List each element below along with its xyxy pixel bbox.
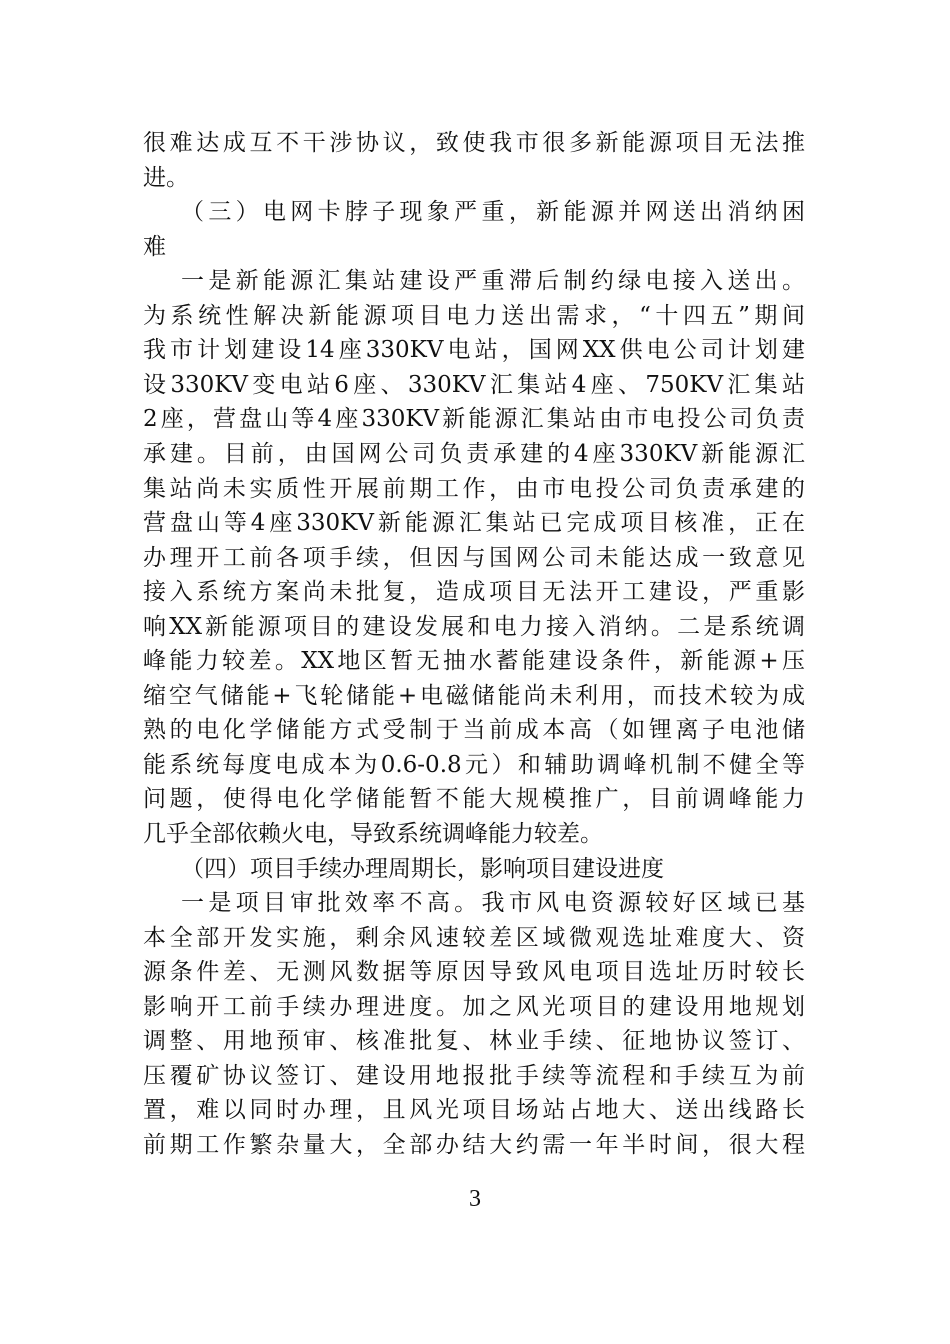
text-line: 前期工作繁杂量大，全部办结大约需一年半时间，很大程	[143, 1131, 805, 1158]
text-line: 问题，使得电化学储能暂不能大规模推广，目前调峰能力	[143, 786, 805, 813]
text-line: 几乎全部依赖火电，导致系统调峰能力较差。	[143, 821, 603, 847]
text-line: 峰能力较差。XX地区暂无抽水蓄能建设条件，新能源+压	[143, 648, 805, 675]
text-line: （四）项目手续办理周期长，影响项目建设进度	[181, 855, 664, 882]
page-number: 3	[469, 1186, 481, 1212]
text-line: 集站尚未实质性开展前期工作，由市电投公司负责承建的	[143, 475, 805, 502]
text-line: 接入系统方案尚未批复，造成项目无法开工建设，严重影	[143, 579, 805, 606]
text-line: 一是新能源汇集站建设严重滞后制约绿电接入送出。	[181, 268, 805, 295]
text-line: 承建。目前，由国网公司负责承建的4座330KV新能源汇	[143, 440, 805, 467]
text-line: 进。	[143, 164, 189, 191]
text-line: 响XX新能源项目的建设发展和电力接入消纳。二是系统调	[143, 613, 805, 640]
text-line: 很难达成互不干涉协议，致使我市很多新能源项目无法推	[143, 130, 805, 156]
text-line: 本全部开发实施，剩余风速较差区域微观选址难度大、资	[143, 924, 805, 951]
text-line: 置，难以同时办理，且风光项目场站占地大、送出线路长	[143, 1097, 805, 1124]
text-line: 缩空气储能+飞轮储能+电磁储能尚未利用，而技术较为成	[143, 682, 805, 709]
text-line: 影响开工前手续办理进度。加之风光项目的建设用地规划	[143, 993, 805, 1020]
text-line: 为系统性解决新能源项目电力送出需求，“十四五”期间	[143, 302, 805, 329]
text-line: 营盘山等4座330KV新能源汇集站已完成项目核准，正在	[143, 510, 805, 537]
text-line: 调整、用地预审、核准批复、林业手续、征地协议签订、	[143, 1028, 805, 1055]
text-line: 熟的电化学储能方式受制于当前成本高（如锂离子电池储	[143, 717, 805, 744]
text-line: （三）电网卡脖子现象严重，新能源并网送出消纳困	[181, 199, 805, 226]
text-line: 源条件差、无测风数据等原因导致风电项目选址历时较长	[143, 959, 805, 986]
text-line: 一是项目审批效率不高。我市风电资源较好区域已基	[181, 890, 805, 917]
text-line: 我市计划建设14座330KV电站，国网XX供电公司计划建	[143, 337, 805, 364]
text-line: 能系统每度电成本为0.6-0.8元）和辅助调峰机制不健全等	[143, 751, 805, 778]
text-line: 压覆矿协议签订、建设用地报批手续等流程和手续互为前	[143, 1062, 805, 1089]
text-line: 办理开工前各项手续，但因与国网公司未能达成一致意见	[143, 544, 805, 571]
text-line: 2座，营盘山等4座330KV新能源汇集站由市电投公司负责	[143, 406, 805, 433]
text-line: 设330KV变电站6座、330KV汇集站4座、750KV汇集站	[143, 371, 805, 398]
text-line: 难	[143, 233, 166, 260]
